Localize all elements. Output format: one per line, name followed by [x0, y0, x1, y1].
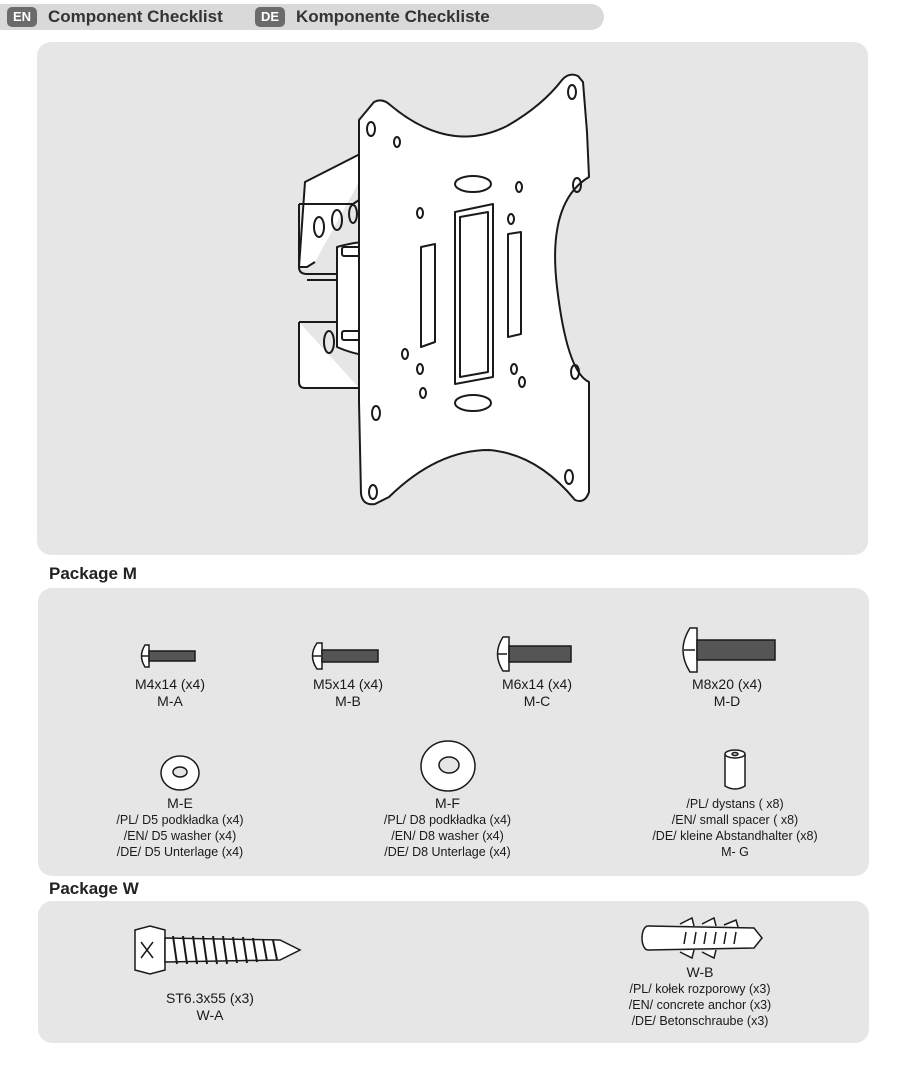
part-size: ST6.3x55 (x3) — [166, 990, 254, 1006]
part-en: /EN/ D5 washer (x4) — [123, 829, 237, 843]
part-pl: /PL/ kołek rozporowy (x3) — [629, 982, 771, 996]
part-code: M-F — [435, 795, 460, 811]
part-m-b — [278, 636, 418, 710]
en-title: Component Checklist — [48, 7, 223, 26]
part-pl: /PL/ D8 podkładka (x4) — [383, 813, 512, 827]
bolt-icon — [130, 636, 210, 676]
part-code: M-A — [157, 693, 183, 709]
part-size: M8x20 (x4) — [691, 676, 763, 692]
bolt-icon — [487, 632, 587, 676]
part-code: W-B — [686, 964, 714, 980]
part-en: /EN/ concrete anchor (x3) — [628, 998, 772, 1012]
bolt-icon — [672, 624, 782, 676]
package-m-title: Package M — [49, 564, 137, 583]
part-m-d — [657, 624, 797, 710]
part-pl: /PL/ dystans ( x8) — [686, 797, 784, 811]
de-badge: DE — [255, 7, 285, 27]
part-de: /DE/ D5 Unterlage (x4) — [116, 845, 244, 859]
part-code: M- G — [721, 845, 749, 859]
part-m-a — [100, 636, 240, 710]
part-code: M-D — [713, 693, 741, 709]
part-m-f — [355, 737, 540, 860]
part-size: M4x14 (x4) — [134, 676, 206, 692]
part-size: M6x14 (x4) — [501, 676, 573, 692]
part-code: M-C — [523, 693, 551, 709]
part-m-g — [620, 746, 850, 860]
part-code: W-A — [196, 1007, 224, 1023]
part-de: /DE/ Betonschraube (x3) — [631, 1014, 769, 1028]
spacer-icon — [720, 746, 750, 796]
package-w-title: Package W — [49, 879, 139, 898]
part-en: /EN/ D8 washer (x4) — [391, 829, 504, 843]
part-code: M-E — [167, 795, 193, 811]
part-m-c — [467, 632, 607, 710]
de-title: Komponente Checkliste — [296, 7, 490, 26]
tv-wall-mount-bracket-icon — [37, 42, 868, 555]
wood-screw-icon — [115, 920, 305, 980]
part-w-b — [590, 912, 810, 1029]
part-pl: /PL/ D5 podkładka (x4) — [116, 813, 244, 827]
part-size: M5x14 (x4) — [312, 676, 384, 692]
part-w-a — [110, 920, 310, 1024]
wall-anchor-icon — [630, 912, 770, 964]
part-code: M-B — [335, 693, 361, 709]
washer-icon — [418, 737, 478, 795]
bolt-icon — [303, 636, 393, 676]
part-m-e — [90, 751, 270, 860]
en-badge: EN — [7, 7, 37, 27]
part-de: /DE/ D8 Unterlage (x4) — [384, 845, 511, 859]
washer-icon — [158, 751, 202, 795]
part-de: /DE/ kleine Abstandhalter (x8) — [652, 829, 818, 843]
part-en: /EN/ small spacer ( x8) — [671, 813, 799, 827]
illustration-panel — [37, 42, 868, 555]
